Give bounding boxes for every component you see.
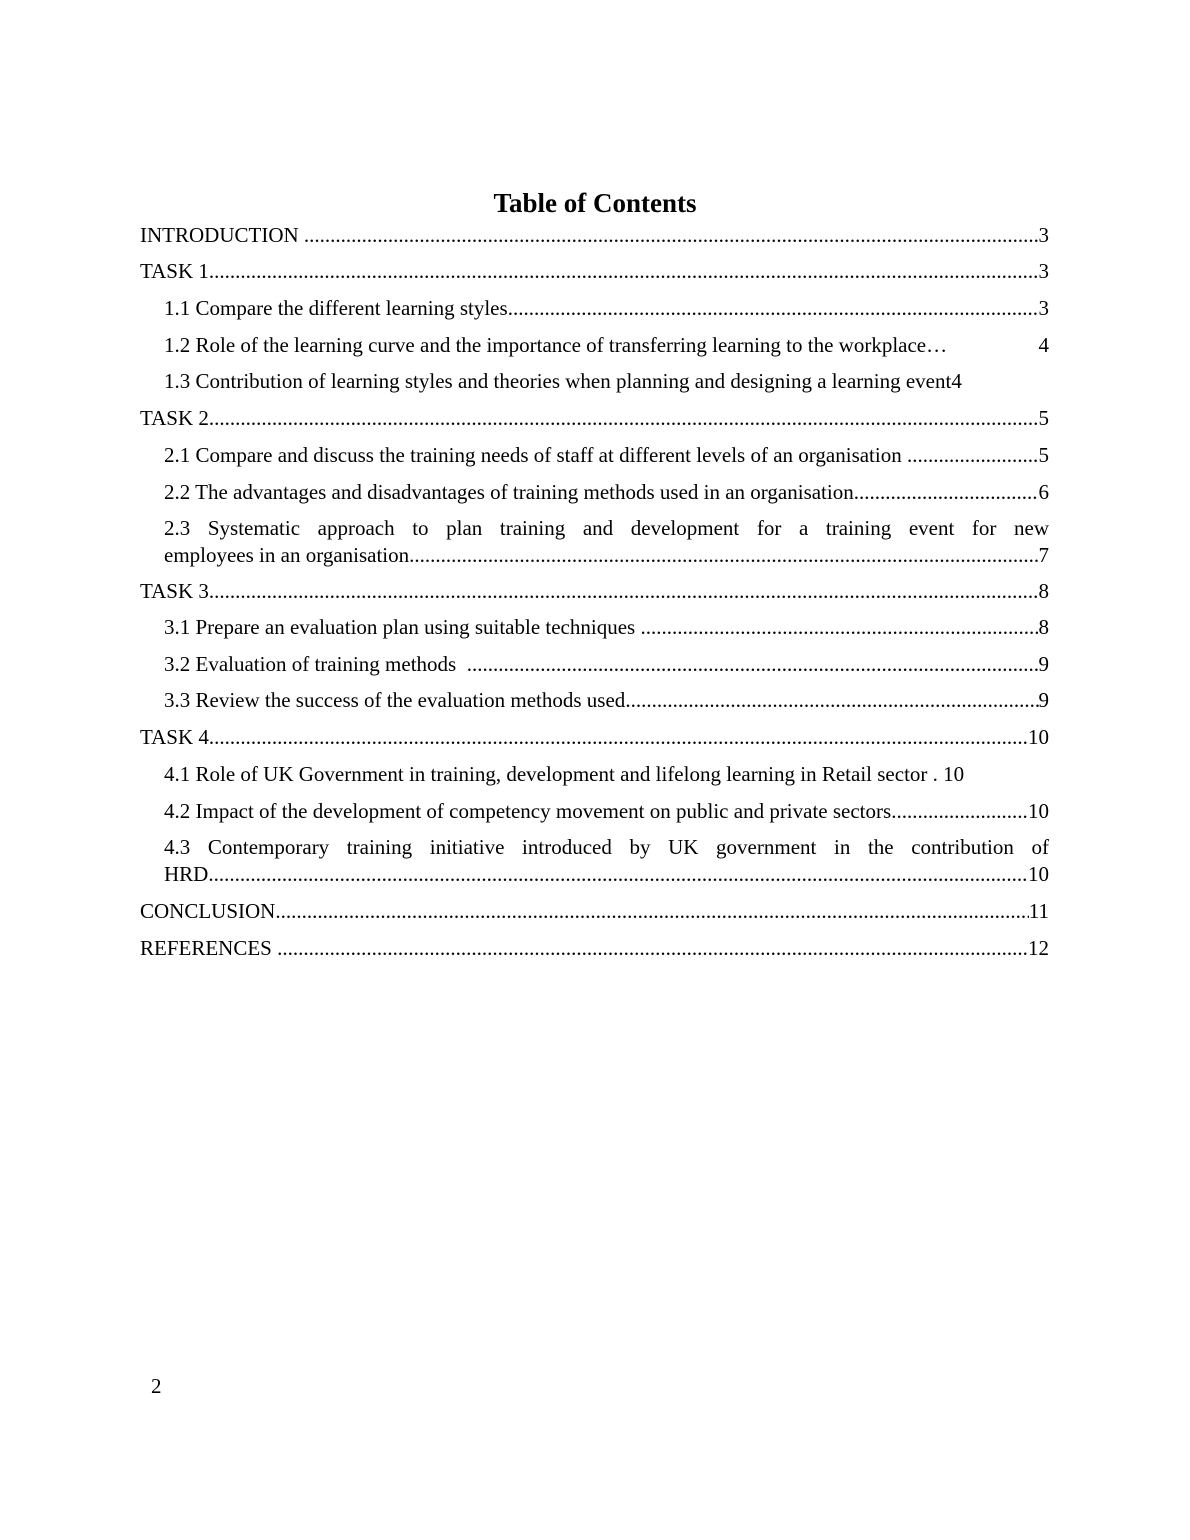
dot-leader [854,479,1039,506]
dot-leader [907,442,1039,469]
toc-page-number: 3 [1038,223,1049,247]
page-title: Table of Contents [493,188,697,218]
toc-page-number: 5 [1038,406,1049,430]
toc-entry-conclusion[interactable] [140,898,1049,925]
toc-entry-label: 1.1 Compare the different learning styles [164,296,508,320]
toc-entry-4-3[interactable] [140,834,1049,888]
dot-leader [209,578,1039,605]
toc-entry-label: 4.2 Impact of the development of competency movement on public and private sectors [164,799,892,823]
toc-entry-label: 3.1 Prepare an evaluation plan using suitable techniques [164,615,641,639]
toc-entry-task-1[interactable] [140,258,1049,285]
toc-page-number: 8 [1038,579,1049,603]
toc-entry-2-3[interactable] [140,515,1049,569]
toc-entry-3-2[interactable] [140,651,1049,678]
dot-leader [625,687,1038,714]
toc-entry-label: 3.3 Review the success of the evaluation methods used [164,688,626,712]
toc-entry-label: INTRODUCTION [140,223,304,247]
dot-leader [409,542,1038,569]
toc-entry-label: TASK 1 [140,259,209,283]
toc-entry-label-line-1: 4.3 Contemporary training initiative introduced by UK government in the contribution of [164,835,1049,859]
toc-entry-label: 4.1 Role of UK Government in training, development and lifelong learning in Retail sector . [164,762,944,786]
dot-leader [209,258,1039,285]
toc-entry-label: CONCLUSION [140,899,276,923]
toc-entry-label: TASK 2 [140,406,209,430]
toc-page-number: 3 [1038,259,1049,283]
toc-entry-4-2[interactable] [140,798,1049,825]
toc-entry-label: 2.1 Compare and discuss the training needs of staff at different levels of an organisation [164,443,907,467]
toc-entry-label: 2.2 The advantages and disadvantages of training methods used in an organisation [164,480,854,504]
toc-page-number: 12 [1028,936,1049,960]
toc-entry-2-1[interactable] [140,442,1049,469]
toc-entry-1-3[interactable] [140,368,1049,395]
dot-leader [926,332,1038,359]
toc-entry-1-2[interactable] [140,332,1049,359]
toc-page-number: 4 [1038,333,1049,357]
toc-page-number: 7 [1038,543,1049,567]
toc-entry-task-3[interactable] [140,578,1049,605]
toc-page-number: 10 [943,762,965,786]
dot-leader [467,651,1039,678]
toc-entry-label: REFERENCES [140,936,278,960]
toc-entry-task-2[interactable] [140,405,1049,432]
toc-entry-introduction[interactable] [140,222,1049,249]
dot-leader [891,798,1028,825]
toc-entry-3-3[interactable] [140,687,1049,714]
dot-leader [508,295,1039,322]
dot-leader [640,614,1038,641]
dot-leader [209,724,1028,751]
dot-leader [209,405,1039,432]
toc-page-number: 3 [1038,296,1049,320]
toc-entry-label: TASK 4 [140,725,209,749]
toc-entry-references[interactable] [140,935,1049,962]
toc-page-number: 5 [1038,443,1049,467]
dot-leader [208,861,1028,888]
toc-page-number: 9 [1038,688,1049,712]
toc-page-number: 8 [1038,615,1049,639]
toc-entry-3-1[interactable] [140,614,1049,641]
toc-entry-label: 1.2 Role of the learning curve and the importance of transferring learning to the workplace [164,333,927,357]
page-number: 2 [151,1374,162,1398]
toc-entry-2-2[interactable] [140,479,1049,506]
toc-entry-label-line-1: 2.3 Systematic approach to plan training and development for a training event for new [164,516,1049,540]
toc-entry-label: 3.2 Evaluation of training methods [164,652,467,676]
toc-page-number: 9 [1038,652,1049,676]
toc-entry-label-line-2: employees in an organisation [164,543,410,567]
dot-leader [277,935,1028,962]
toc-entry-task-4[interactable] [140,724,1049,751]
toc-page-number: 11 [1028,899,1049,923]
toc-page-number: 4 [951,369,962,393]
toc-entry-label: 1.3 Contribution of learning styles and theories when planning and designing a learning event [164,369,952,393]
toc-entry-4-1[interactable] [140,761,1049,788]
toc-entry-1-1[interactable] [140,295,1049,322]
dot-leader [275,898,1028,925]
toc-page-number: 10 [1028,799,1049,823]
toc-page-number: 10 [1028,862,1049,886]
toc-page-number: 10 [1028,725,1049,749]
toc-entry-label-line-2: HRD [164,862,209,886]
toc-entry-label: TASK 3 [140,579,209,603]
toc-page-number: 6 [1038,480,1049,504]
table-of-contents [140,222,1049,962]
dot-leader [304,222,1039,249]
